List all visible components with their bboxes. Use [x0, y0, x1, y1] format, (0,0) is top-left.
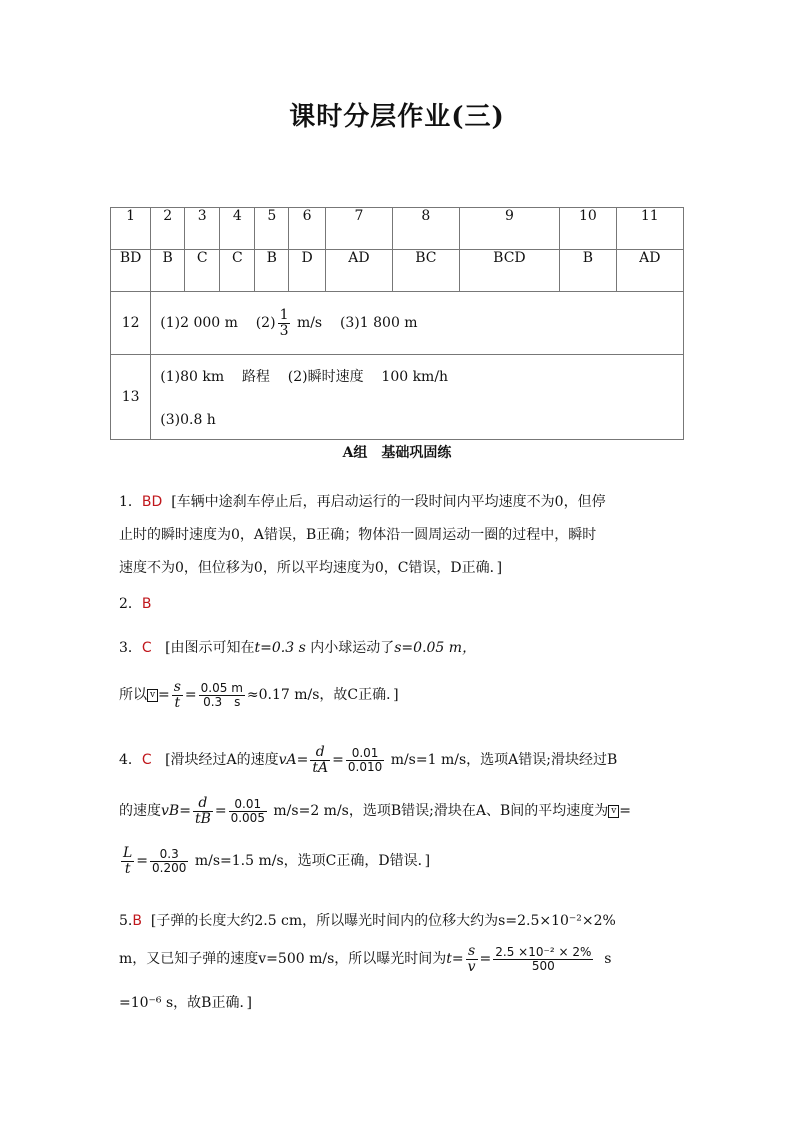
question-4-line-3: $\frac{L}{t}$ = $\frac{0.3}{0.200}$ m/s=1.5 m/s，选项C正确，D错误．] [123, 845, 431, 877]
question-5-line-2: m，又已知子弹的速度v=500 m/s，所以曝光时间为t= $\frac{s}{v}$ = $\frac{\text{2.5 ×10⁻² × 2\%}}{500}$ s [119, 943, 612, 975]
fraction-denominator: 3 [279, 322, 289, 339]
explanation-text: 内小球运动了 [310, 640, 395, 656]
fraction [310, 745, 330, 775]
math-text: s=0.05 m， [394, 640, 477, 656]
question-number: 5. [119, 913, 133, 929]
fraction-numerator: d [310, 745, 330, 761]
math-text: vB= [161, 803, 191, 820]
explanation-text: m，又已知子弹的速度v=500 m/s，所以曝光时间为 [119, 951, 447, 968]
fraction-numerator: L [123, 845, 133, 861]
table-cell: B [560, 250, 616, 292]
answer-text: (2)瞬时速度 [287, 369, 364, 385]
average-velocity-symbol: v [147, 689, 158, 702]
answer-text: (3)1 800 m [339, 315, 418, 331]
answer-key: C [141, 752, 152, 769]
table-cell: 12 [111, 292, 151, 355]
explanation-text: s [604, 951, 612, 968]
fraction-numerator: 0.05 m [200, 681, 243, 696]
table-cell: 2 [151, 208, 185, 250]
fraction-denominator: t [174, 694, 181, 711]
explanation-text: [子弹的长度大约2.5 cm，所以曝光时间内的位移大约为s=2.5×10⁻²×2% [150, 913, 616, 929]
table-cell: C [185, 250, 220, 292]
answer-key: BD [141, 494, 163, 510]
answer-key: B [141, 596, 152, 612]
answer-row-13 [111, 355, 684, 440]
fraction [199, 682, 245, 708]
answer-key: C [141, 640, 152, 656]
table-cell: B [151, 250, 185, 292]
math-text: vA= [278, 752, 309, 769]
table-cell: 8 [392, 208, 459, 250]
fraction [278, 308, 291, 338]
fraction [229, 798, 267, 824]
answer-text: m/s [296, 315, 323, 331]
answer-row-12 [111, 292, 684, 355]
page-title: 课时分层作业(三) [289, 102, 505, 132]
fraction-denominator: tB [194, 810, 211, 827]
fraction-numerator: 1 [279, 306, 289, 323]
fraction-numerator: s [173, 679, 181, 695]
explanation-text: m/s=2 m/s，选项B错误;滑块在A、B间的平均速度为 [273, 803, 609, 820]
fraction-numerator: 0.01 [346, 747, 384, 761]
fraction-denominator: 0.3 s [203, 694, 241, 709]
answer-text: (2) [255, 315, 276, 331]
fraction [493, 946, 593, 972]
table-cell: B [255, 250, 289, 292]
answer-table [110, 207, 684, 440]
question-number: 2． [119, 596, 142, 612]
question-number: 3． [119, 640, 142, 656]
explanation-text: m/s=1 m/s，选项A错误;滑块经过B [390, 752, 618, 769]
table-cell: C [220, 250, 255, 292]
fraction [121, 846, 134, 876]
table-cell: AD [616, 250, 683, 292]
math-text: t= [446, 951, 464, 968]
explanation-text: 速度不为0，但位移为0，所以平均速度为0，C错误，D正确．] [119, 560, 503, 576]
explanation-text: [车辆中途刹车停止后，再启动运行的一段时间内平均速度不为0，但停 [171, 494, 606, 510]
table-cell: BD [111, 250, 151, 292]
table-cell: 11 [616, 208, 683, 250]
explanation-text: [由图示可知在 [165, 640, 255, 656]
question-1 [119, 486, 679, 585]
fraction [193, 796, 213, 826]
answer-text: (3)0.8 h [160, 412, 216, 428]
fraction-denominator: 500 [531, 958, 555, 973]
fraction [150, 848, 188, 874]
fraction [466, 944, 478, 974]
question-5-line-1 [119, 910, 616, 930]
table-cell [151, 355, 684, 440]
question-number: 1． [119, 494, 142, 510]
question-4-line-1: 4．C [滑块经过A的速度vA= $\frac{d}{tA}$ = $\frac{0.01}{0.010}$ m/s=1 m/s，选项A错误;滑块经过B [119, 744, 618, 776]
table-cell: D [289, 250, 326, 292]
explanation-text: =10⁻⁶ s，故B正确．] [119, 995, 252, 1011]
fraction-numerator: 0.01 [229, 798, 267, 812]
answer-text: 路程 [241, 369, 270, 385]
table-cell: 1 [111, 208, 151, 250]
answer-text: (1)80 km [160, 369, 225, 385]
question-4-line-2: 的速度vB= $\frac{d}{tB}$ = $\frac{0.01}{0.005}$ m/s=2 m/s，选项B错误;滑块在A、B间的平均速度为 v = [119, 795, 631, 827]
fraction-denominator: 0.200 [152, 860, 187, 875]
table-cell: 5 [255, 208, 289, 250]
fraction-denominator: t [124, 860, 131, 877]
table-cell: 3 [185, 208, 220, 250]
table-cell [151, 292, 684, 355]
table-cell: AD [325, 250, 392, 292]
answer-row [111, 250, 684, 292]
table-cell: 13 [111, 355, 151, 440]
explanation-text: 所以 [119, 687, 147, 704]
fraction-numerator: d [193, 796, 213, 812]
fraction-denominator: 0.010 [347, 759, 383, 774]
table-cell: 9 [459, 208, 559, 250]
fraction-denominator: v [467, 958, 476, 975]
table-cell: 10 [560, 208, 616, 250]
fraction-denominator: 0.005 [230, 810, 265, 825]
table-cell: BC [392, 250, 459, 292]
question-3-line-2: 所以 v = $\frac{s}{t}$ = $\frac{0.05 m}{0.3 s}$ ≈0.17 m/s，故C正确．] [119, 679, 399, 711]
question-2 [119, 593, 152, 613]
fraction-numerator: 2.5 ×10⁻² × 2% [495, 945, 592, 960]
question-3-line-1 [119, 637, 476, 657]
question-number-row [111, 208, 684, 250]
fraction-numerator: s [466, 944, 478, 960]
question-5-line-3 [119, 992, 252, 1012]
fraction [346, 747, 384, 773]
explanation-text: ≈0.17 m/s，故C正确．] [246, 687, 399, 704]
explanation-text: m/s=1.5 m/s，选项C正确，D错误．] [194, 853, 431, 870]
question-number: 4． [119, 752, 142, 769]
table-cell: 6 [289, 208, 326, 250]
explanation-text: 的速度 [119, 803, 161, 820]
math-text: t=0.3 s [254, 640, 306, 656]
table-cell: 4 [220, 208, 255, 250]
section-heading: A组 基础巩固练 [342, 445, 452, 461]
fraction [172, 680, 183, 710]
explanation-text: [滑块经过A的速度 [165, 752, 279, 769]
table-cell: BCD [459, 250, 559, 292]
answer-text: 100 km/h [381, 369, 449, 385]
fraction-numerator: 0.3 [150, 848, 188, 862]
table-cell: 7 [325, 208, 392, 250]
average-velocity-symbol: v [608, 805, 619, 818]
answer-text: (1)2 000 m [160, 315, 238, 331]
answer-key: B [132, 913, 142, 929]
explanation-text: 止时的瞬时速度为0，A错误，B正确；物体沿一圆周运动一圈的过程中，瞬时 [119, 527, 597, 543]
fraction-denominator: tA [312, 759, 329, 776]
